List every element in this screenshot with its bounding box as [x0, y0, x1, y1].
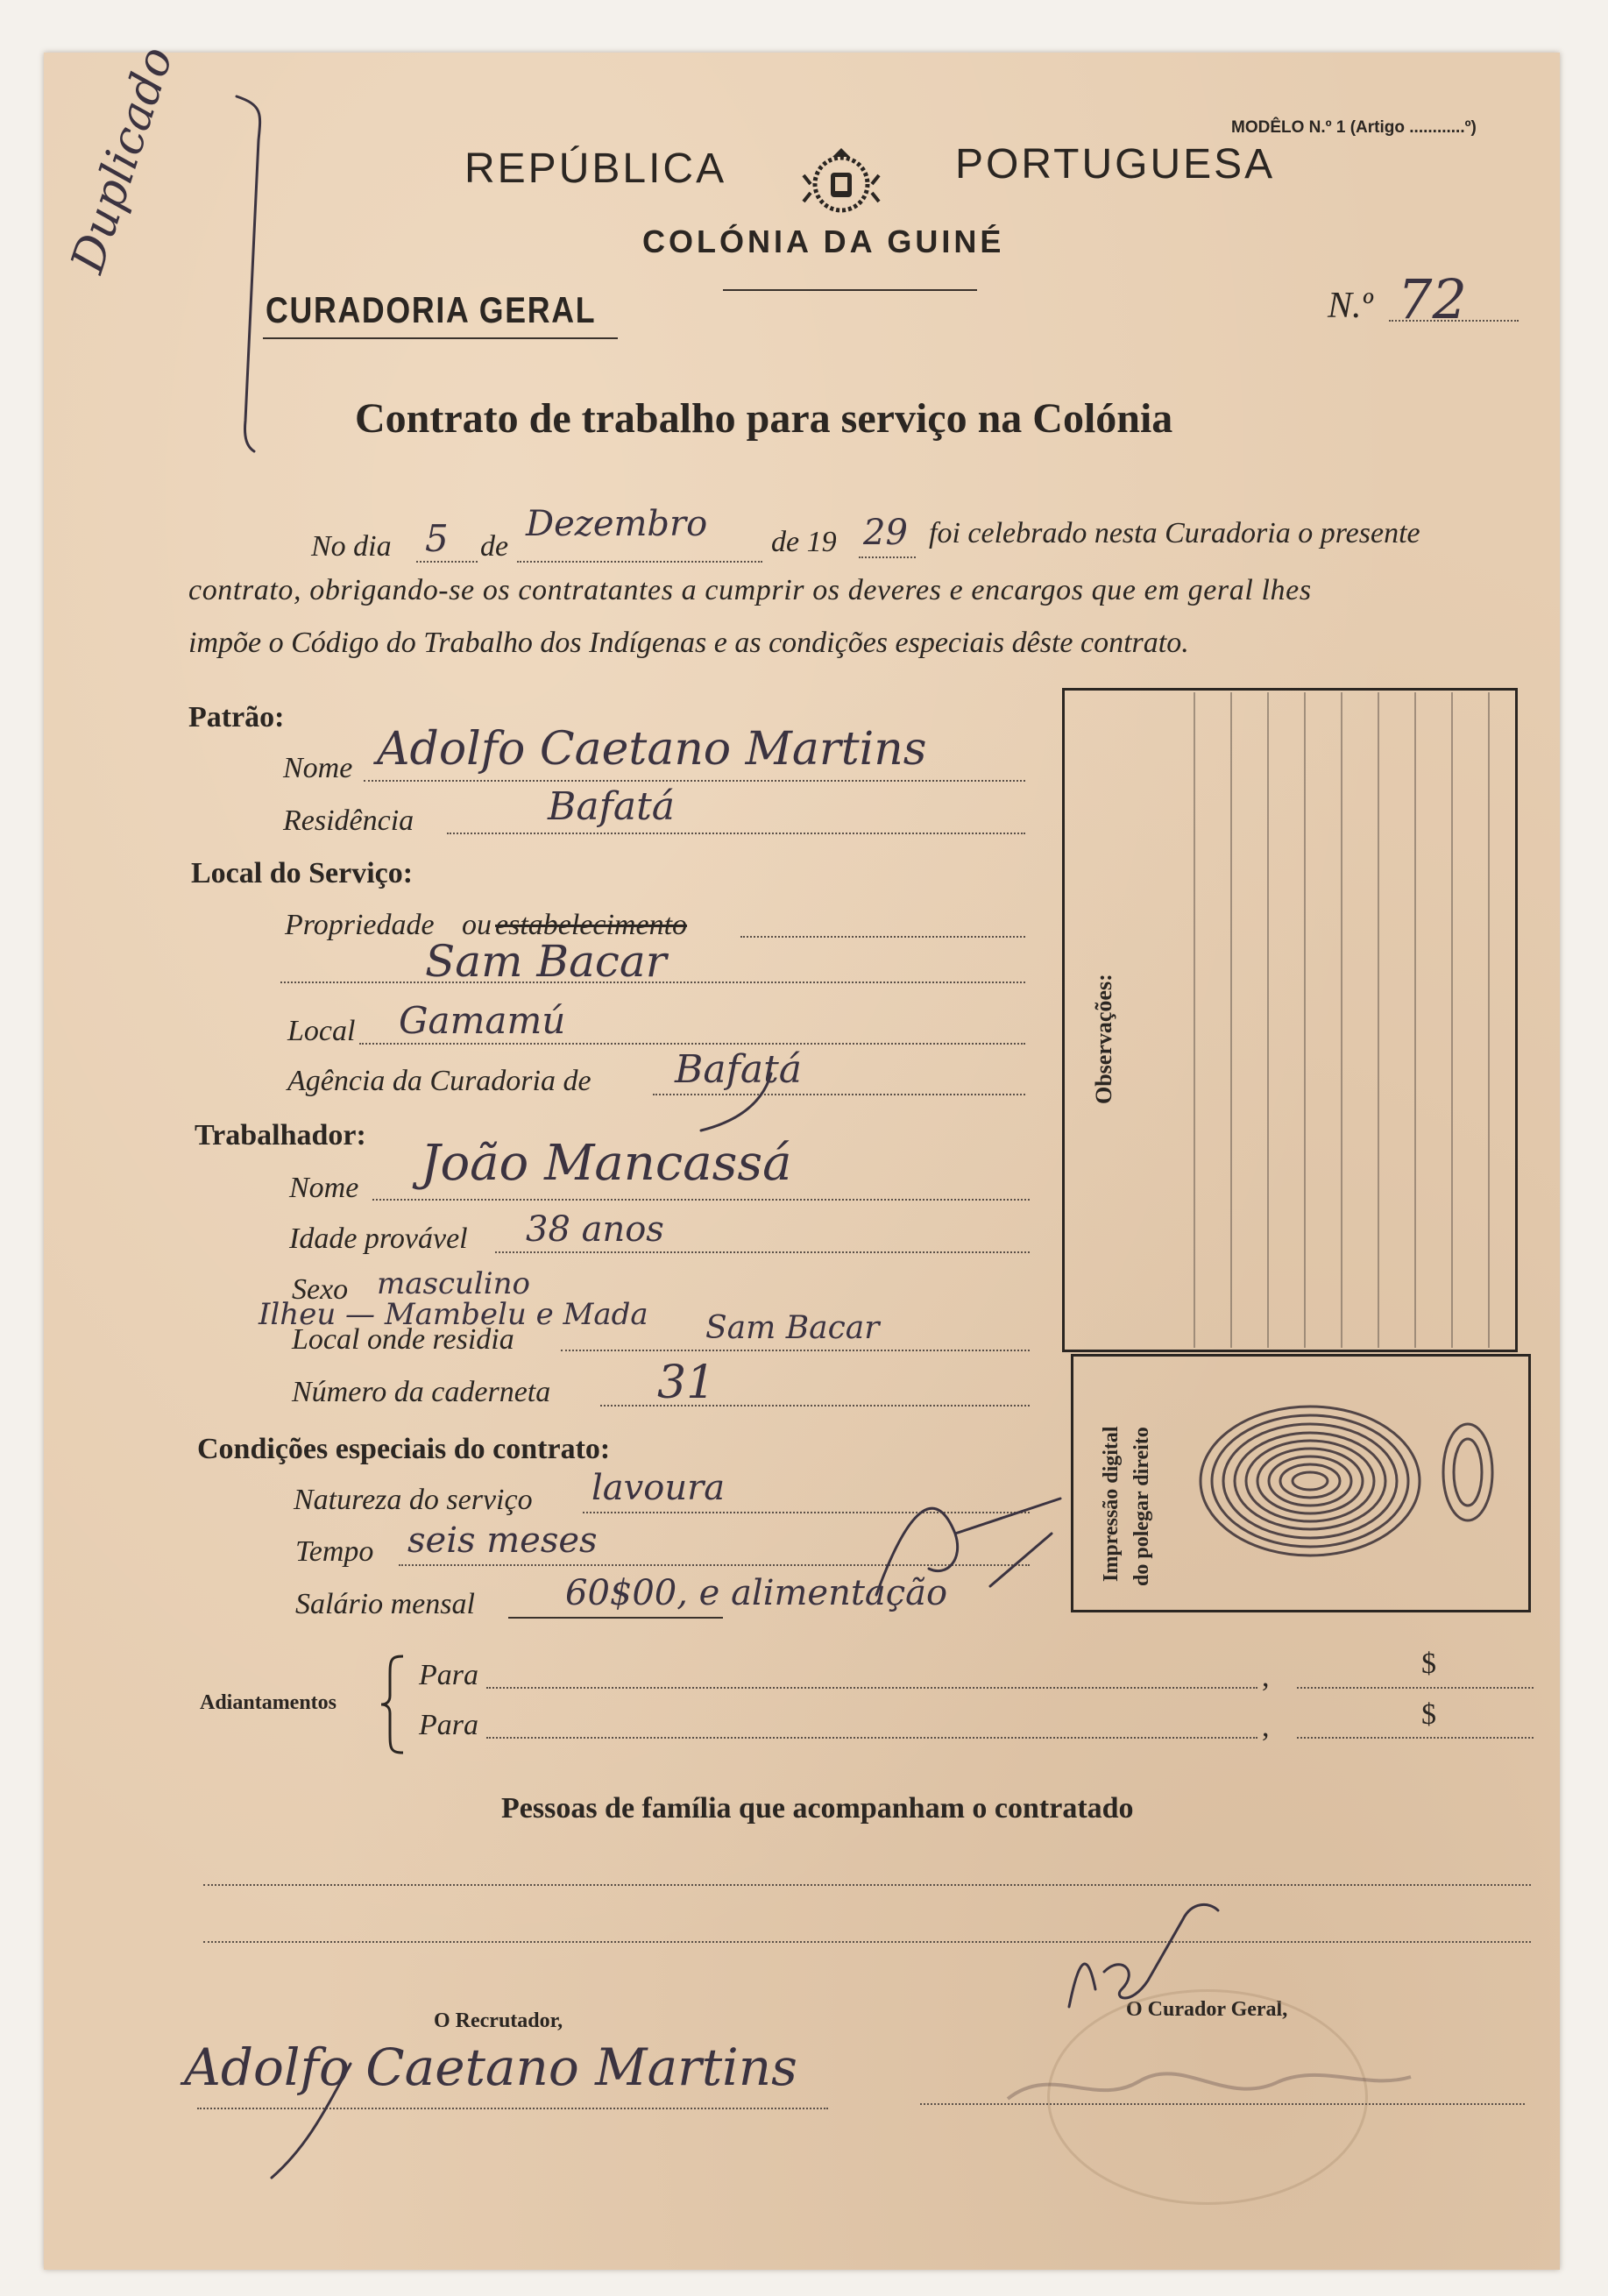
agencia-label: Agência da Curadoria de — [287, 1065, 591, 1097]
patrao-residencia-label: Residência — [283, 804, 414, 837]
adiantamentos-label: Adiantamentos — [200, 1691, 337, 1714]
local-residia-value-top: Ilheu — Mambelu e Mada — [259, 1297, 648, 1332]
caderneta-label: Número da caderneta — [292, 1376, 551, 1408]
margin-note: Duplicado — [61, 40, 184, 280]
familia-heading: Pessoas de família que acompanham o contratado — [501, 1792, 1134, 1825]
para2-label: Para — [419, 1709, 478, 1741]
natureza-value: lavoura — [591, 1468, 726, 1508]
patrao-nome-dots — [364, 780, 1025, 782]
para1-currency: $ — [1421, 1648, 1436, 1680]
day-dots — [416, 561, 478, 563]
trab-nome-dots — [372, 1199, 1030, 1201]
intro-line1-rest: foi celebrado nesta Curadoria o presente — [929, 517, 1420, 549]
page-title: Contrato de trabalho para serviço na Colónia — [355, 395, 1173, 442]
tempo-value: seis meses — [407, 1520, 598, 1561]
number-value: 72 — [1398, 267, 1467, 331]
department-underline — [263, 337, 618, 339]
propriedade-struck-prefix: ou — [462, 909, 492, 941]
patrao-heading: Patrão: — [188, 701, 285, 733]
familia-dots-1 — [203, 1884, 1531, 1886]
para2-currency: $ — [1421, 1698, 1436, 1731]
curador-sig-dots — [920, 2103, 1525, 2105]
republic-left: REPÚBLICA — [464, 145, 727, 192]
salario-label: Salário mensal — [295, 1588, 475, 1620]
idade-dots — [495, 1251, 1030, 1253]
para2-amount-dots — [1297, 1737, 1534, 1739]
curador-faint-signature — [999, 2046, 1420, 2125]
para2-comma: , — [1262, 1711, 1270, 1743]
impressao-label-2: do polegar direito — [1130, 1427, 1153, 1586]
margin-bracket — [210, 88, 280, 456]
salario-value: 60$00, e alimentação — [565, 1573, 948, 1613]
propriedade-struck: estabelecimento — [495, 909, 688, 941]
propriedade-label: Propriedade — [285, 909, 435, 941]
intro-line3: impõe o Código do Trabalho dos Indígenas e as condições especiais dêste contrato. — [188, 627, 1189, 659]
para2-dots — [486, 1737, 1257, 1739]
para1-amount-dots — [1297, 1687, 1534, 1689]
patrao-residencia-value: Bafatá — [548, 784, 675, 829]
recrutador-signature: Adolfo Caetano Martins — [184, 2037, 797, 2097]
intro-no-dia: No dia — [311, 530, 392, 563]
caderneta-value: 31 — [657, 1357, 716, 1409]
intro-month: Dezembro — [526, 504, 708, 544]
republic-right: PORTUGUESA — [955, 141, 1276, 188]
number-label: N.º — [1328, 286, 1373, 326]
fingerprint-icon — [1179, 1385, 1529, 1577]
colony-underline — [723, 289, 977, 291]
idade-value: 38 anos — [526, 1209, 664, 1250]
trab-nome-value: João Mancassá — [421, 1135, 792, 1192]
local-residia-label: Local onde residia — [292, 1323, 514, 1356]
local-servico-heading: Local do Serviço: — [191, 857, 414, 889]
local-dots — [359, 1043, 1025, 1045]
tempo-label: Tempo — [295, 1535, 374, 1568]
salario-line — [508, 1617, 723, 1619]
coat-of-arms-icon — [802, 145, 881, 223]
observacoes-label: Observações: — [1091, 974, 1116, 1104]
intro-de-19: de 19 — [771, 526, 837, 558]
year-dots — [859, 556, 916, 558]
intro-day: 5 — [425, 517, 449, 560]
sexo-label: Sexo — [292, 1273, 349, 1306]
month-dots — [517, 561, 762, 563]
model-label: MODÊLO N.º 1 (Artigo ............º) — [1231, 118, 1477, 137]
trabalhador-heading: Trabalhador: — [195, 1119, 366, 1152]
agencia-value: Bafatá — [675, 1047, 802, 1092]
agency-flourish — [684, 1069, 789, 1139]
number-dots — [1389, 320, 1519, 322]
local-residia-value: Sam Bacar — [705, 1310, 880, 1346]
curador-label: O Curador Geral, — [1126, 1998, 1288, 2021]
trab-nome-label: Nome — [289, 1172, 359, 1204]
patrao-residencia-dots — [447, 833, 1025, 834]
local-residia-dots — [561, 1350, 1030, 1351]
patrao-nome-label: Nome — [283, 752, 353, 784]
department-name: CURADORIA GERAL — [266, 289, 597, 330]
patrao-nome-value: Adolfo Caetano Martins — [377, 723, 927, 776]
recrutador-label: O Recrutador, — [434, 2009, 563, 2032]
para1-dots — [486, 1687, 1257, 1689]
recrutador-flourish — [254, 2059, 386, 2182]
intro-year: 29 — [863, 513, 908, 553]
propriedade-value: Sam Bacar — [425, 936, 667, 987]
observacoes-lines — [1158, 692, 1513, 1348]
natureza-label: Natureza do serviço — [294, 1484, 533, 1516]
local-label: Local — [287, 1015, 356, 1047]
propriedade-dots-1 — [740, 936, 1025, 938]
local-value: Gamamú — [399, 999, 566, 1042]
idade-label: Idade provável — [289, 1222, 468, 1255]
intro-de: de — [480, 530, 509, 563]
para1-comma: , — [1262, 1661, 1270, 1693]
para1-label: Para — [419, 1659, 478, 1691]
colony-name: COLÓNIA DA GUINÉ — [642, 223, 1005, 259]
sexo-value: masculino — [377, 1266, 531, 1301]
condicoes-heading: Condições especiais do contrato: — [197, 1433, 611, 1465]
familia-dots-2 — [203, 1941, 1531, 1943]
intro-line2: contrato, obrigando-se os contratantes a cumprir os deveres e encargos que em geral lhes — [188, 574, 1312, 606]
impressao-label-1: Impressão digital — [1100, 1426, 1123, 1582]
salario-flourish — [859, 1481, 1069, 1612]
adiantamentos-brace — [377, 1652, 412, 1757]
